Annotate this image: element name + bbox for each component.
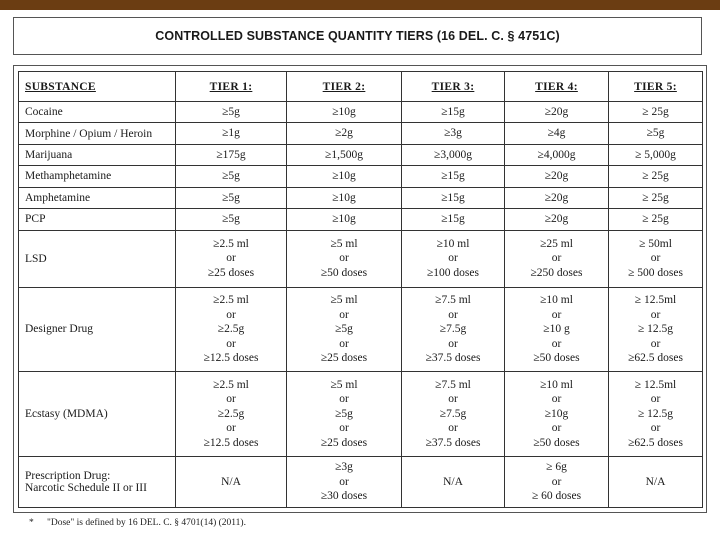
substance-cell xyxy=(19,123,176,144)
threshold-value: ≥12.5 doses xyxy=(203,436,259,449)
tier-5-cell xyxy=(609,230,703,287)
threshold-value: ≥5g xyxy=(335,407,353,420)
substance-name-line: Ecstasy (MDMA) xyxy=(25,408,108,421)
or-separator: or xyxy=(448,252,458,265)
tier-1-cell xyxy=(176,102,287,123)
tier-2-cell xyxy=(287,287,402,372)
table-row xyxy=(19,456,703,507)
tier-5-cell xyxy=(609,209,703,230)
threshold-value: ≥25 doses xyxy=(207,266,255,279)
substance-cell xyxy=(19,102,176,123)
or-separator: or xyxy=(650,252,661,265)
threshold-value: ≥5g xyxy=(222,170,240,183)
tier-1-cell xyxy=(176,209,287,230)
document-title: CONTROLLED SUBSTANCE QUANTITY TIERS (16 DEL. C. § 4751C) xyxy=(155,29,560,43)
threshold-value: ≥2.5 ml xyxy=(213,294,249,307)
table-row xyxy=(19,230,703,287)
footnote xyxy=(29,518,246,528)
threshold-value: ≥5 ml xyxy=(330,237,358,250)
tier-3-cell xyxy=(402,230,505,287)
threshold-value: ≥10g xyxy=(332,105,356,118)
threshold-value: ≥7.5g xyxy=(439,407,467,420)
threshold-value: ≥10 ml xyxy=(436,237,470,250)
header-tier-2: TIER 2: xyxy=(287,72,402,102)
threshold-value: ≥20g xyxy=(544,105,569,118)
threshold-value: ≥ 12.5ml xyxy=(634,294,677,307)
or-separator: or xyxy=(551,337,562,350)
tier-2-cell xyxy=(287,187,402,208)
tier-5-cell xyxy=(609,123,703,144)
threshold-value: ≥10g xyxy=(332,191,356,204)
or-separator: or xyxy=(226,308,236,321)
threshold-value: ≥3g xyxy=(444,127,462,140)
substance-name-line: Cocaine xyxy=(25,106,63,119)
threshold-value: ≥50 doses xyxy=(320,266,368,279)
substance-name-line: Prescription Drug: xyxy=(25,469,111,482)
or-separator: or xyxy=(339,475,349,488)
substance-name-line: Amphetamine xyxy=(25,191,91,204)
threshold-value: ≥20g xyxy=(544,191,569,204)
substance-cell xyxy=(19,372,176,457)
or-separator: or xyxy=(339,337,349,350)
substance-cell xyxy=(19,209,176,230)
threshold-value: ≥5g xyxy=(222,213,240,226)
threshold-value: N/A xyxy=(443,475,463,488)
tier-3-cell xyxy=(402,144,505,165)
or-separator: or xyxy=(448,393,458,406)
threshold-value: ≥100 doses xyxy=(427,266,479,279)
tier-1-cell xyxy=(176,372,287,457)
threshold-value: ≥5 ml xyxy=(330,378,358,391)
or-separator: or xyxy=(551,393,562,406)
tier-3-cell xyxy=(402,372,505,457)
threshold-value: ≥3,000g xyxy=(434,148,472,161)
threshold-value: ≥15g xyxy=(441,213,465,226)
tier-5-cell xyxy=(609,102,703,123)
threshold-value: ≥ 500 doses xyxy=(628,266,683,279)
table-body xyxy=(19,102,703,508)
tier-4-cell xyxy=(505,372,609,457)
or-separator: or xyxy=(650,393,661,406)
threshold-value: ≥15g xyxy=(441,105,465,118)
threshold-value: ≥2.5 ml xyxy=(213,378,249,391)
tier-1-cell xyxy=(176,187,287,208)
threshold-value: ≥ 12.5g xyxy=(637,323,674,336)
tier-3-cell xyxy=(402,209,505,230)
threshold-value: ≥2.5g xyxy=(217,323,245,336)
table-row xyxy=(19,123,703,144)
threshold-value: ≥7.5 ml xyxy=(435,378,471,391)
tier-4-cell xyxy=(505,230,609,287)
tier-3-cell xyxy=(402,166,505,187)
threshold-value: ≥ 25g xyxy=(642,170,669,183)
substance-cell xyxy=(19,187,176,208)
or-separator: or xyxy=(339,393,349,406)
or-separator: or xyxy=(226,252,236,265)
or-separator: or xyxy=(226,422,236,435)
table-row xyxy=(19,372,703,457)
tier-4-cell xyxy=(505,187,609,208)
threshold-value: N/A xyxy=(645,475,666,488)
substance-cell xyxy=(19,456,176,507)
tier-5-cell xyxy=(609,287,703,372)
threshold-value: ≥7.5 ml xyxy=(435,294,471,307)
table-row xyxy=(19,102,703,123)
threshold-value: ≥5 ml xyxy=(330,294,358,307)
threshold-value: ≥10 ml xyxy=(540,294,573,307)
header-row xyxy=(19,72,703,102)
header-tier-3: TIER 3: xyxy=(402,72,505,102)
substance-cell xyxy=(19,166,176,187)
substance-name-line: Methamphetamine xyxy=(25,170,112,183)
tier-4-cell xyxy=(505,166,609,187)
tier-4-cell xyxy=(505,102,609,123)
threshold-value: ≥25 doses xyxy=(320,352,368,365)
threshold-value: ≥7.5g xyxy=(439,323,467,336)
threshold-value: ≥15g xyxy=(441,170,465,183)
tier-4-cell xyxy=(505,123,609,144)
threshold-value: ≥20g xyxy=(544,170,569,183)
threshold-value: ≥4g xyxy=(547,127,566,140)
threshold-value: ≥ 6g xyxy=(546,461,567,474)
threshold-value: ≥12.5 doses xyxy=(203,352,259,365)
threshold-value: ≥ 25g xyxy=(642,191,669,204)
substance-name-line: Designer Drug xyxy=(25,323,94,336)
table-frame xyxy=(13,65,707,513)
or-separator: or xyxy=(339,252,349,265)
or-separator: or xyxy=(448,337,458,350)
tier-3-cell xyxy=(402,187,505,208)
tier-5-cell xyxy=(609,372,703,457)
tier-1-cell xyxy=(176,123,287,144)
tier-1-cell xyxy=(176,230,287,287)
tier-2-cell xyxy=(287,372,402,457)
tier-3-cell xyxy=(402,456,505,507)
threshold-value: ≥ 12.5g xyxy=(637,407,674,420)
tier-3-cell xyxy=(402,287,505,372)
threshold-value: ≥ 25g xyxy=(642,105,669,118)
threshold-value: ≥25 ml xyxy=(540,237,573,250)
header-tier-1: TIER 1: xyxy=(176,72,287,102)
or-separator: or xyxy=(551,308,562,321)
threshold-value: ≥175g xyxy=(216,148,246,161)
header-tier-4: TIER 4: xyxy=(505,72,609,102)
or-separator: or xyxy=(226,393,236,406)
threshold-value: ≥50 doses xyxy=(533,436,580,449)
threshold-value: ≥10 g xyxy=(543,323,570,336)
threshold-value: ≥5g xyxy=(222,105,240,118)
substance-name-line: Narcotic Schedule II or III xyxy=(25,481,147,494)
tier-3-cell xyxy=(402,123,505,144)
threshold-value: ≥10g xyxy=(332,213,356,226)
table-row xyxy=(19,144,703,165)
document-title-box xyxy=(13,17,702,55)
tier-5-cell xyxy=(609,144,703,165)
threshold-value: ≥10g xyxy=(544,407,569,420)
threshold-value: ≥4,000g xyxy=(537,148,576,161)
threshold-value: ≥3g xyxy=(335,461,353,474)
substance-name-line: LSD xyxy=(25,252,47,265)
substance-cell xyxy=(19,230,176,287)
threshold-value: ≥50 doses xyxy=(533,352,580,365)
tier-4-cell xyxy=(505,209,609,230)
header-substance: SUBSTANCE xyxy=(19,72,176,102)
tier-2-cell xyxy=(287,166,402,187)
table-row xyxy=(19,287,703,372)
substance-name-line: Marijuana xyxy=(25,149,73,162)
tier-5-cell xyxy=(609,456,703,507)
quantity-tiers-table xyxy=(18,71,703,508)
or-separator: or xyxy=(448,308,458,321)
threshold-value: ≥1,500g xyxy=(325,148,363,161)
substance-cell xyxy=(19,144,176,165)
or-separator: or xyxy=(650,422,661,435)
or-separator: or xyxy=(551,475,562,488)
threshold-value: ≥5g xyxy=(222,191,240,204)
threshold-value: ≥10g xyxy=(332,170,356,183)
tier-1-cell xyxy=(176,144,287,165)
threshold-value: ≥5g xyxy=(335,323,353,336)
tier-2-cell xyxy=(287,144,402,165)
threshold-value: ≥ 5,000g xyxy=(635,148,676,161)
top-accent-bar xyxy=(0,0,720,10)
tier-4-cell xyxy=(505,456,609,507)
threshold-value: ≥62.5 doses xyxy=(628,436,683,449)
tier-2-cell xyxy=(287,123,402,144)
threshold-value: ≥ 25g xyxy=(642,213,669,226)
threshold-value: ≥ 60 doses xyxy=(531,490,582,503)
threshold-value: ≥37.5 doses xyxy=(425,352,481,365)
or-separator: or xyxy=(226,337,236,350)
threshold-value: ≥5g xyxy=(646,127,665,140)
threshold-value: N/A xyxy=(221,475,241,488)
substance-cell xyxy=(19,287,176,372)
tier-1-cell xyxy=(176,287,287,372)
threshold-value: ≥62.5 doses xyxy=(628,352,683,365)
or-separator: or xyxy=(650,308,661,321)
tier-2-cell xyxy=(287,230,402,287)
or-separator: or xyxy=(551,252,562,265)
threshold-value: ≥1g xyxy=(222,127,240,140)
threshold-value: ≥25 doses xyxy=(320,436,368,449)
threshold-value: ≥ 50ml xyxy=(639,237,672,250)
tier-4-cell xyxy=(505,144,609,165)
tier-5-cell xyxy=(609,187,703,208)
table-row xyxy=(19,209,703,230)
or-separator: or xyxy=(551,422,562,435)
tier-1-cell xyxy=(176,456,287,507)
threshold-value: ≥ 12.5ml xyxy=(634,378,677,391)
or-separator: or xyxy=(650,337,661,350)
tier-5-cell xyxy=(609,166,703,187)
threshold-value: ≥250 doses xyxy=(530,266,583,279)
substance-name-line: PCP xyxy=(25,213,46,226)
tier-2-cell xyxy=(287,456,402,507)
table-row xyxy=(19,187,703,208)
table-row xyxy=(19,166,703,187)
threshold-value: ≥30 doses xyxy=(320,490,368,503)
threshold-value: ≥20g xyxy=(544,213,569,226)
header-tier-5: TIER 5: xyxy=(609,72,703,102)
threshold-value: ≥2.5 ml xyxy=(213,237,249,250)
tier-2-cell xyxy=(287,102,402,123)
footnote-text: "Dose" is defined by 16 DEL. C. § 4701(14) (2011). xyxy=(47,518,246,528)
or-separator: or xyxy=(339,422,349,435)
threshold-value: ≥15g xyxy=(441,191,465,204)
threshold-value: ≥10 ml xyxy=(540,378,573,391)
tier-3-cell xyxy=(402,102,505,123)
threshold-value: ≥2g xyxy=(335,127,353,140)
tier-1-cell xyxy=(176,166,287,187)
threshold-value: ≥37.5 doses xyxy=(425,436,481,449)
tier-4-cell xyxy=(505,287,609,372)
or-separator: or xyxy=(339,308,349,321)
tier-2-cell xyxy=(287,209,402,230)
threshold-value: ≥2.5g xyxy=(217,407,245,420)
or-separator: or xyxy=(448,422,458,435)
substance-name-line: Morphine / Opium / Heroin xyxy=(25,127,153,140)
footnote-marker: * xyxy=(29,518,34,528)
